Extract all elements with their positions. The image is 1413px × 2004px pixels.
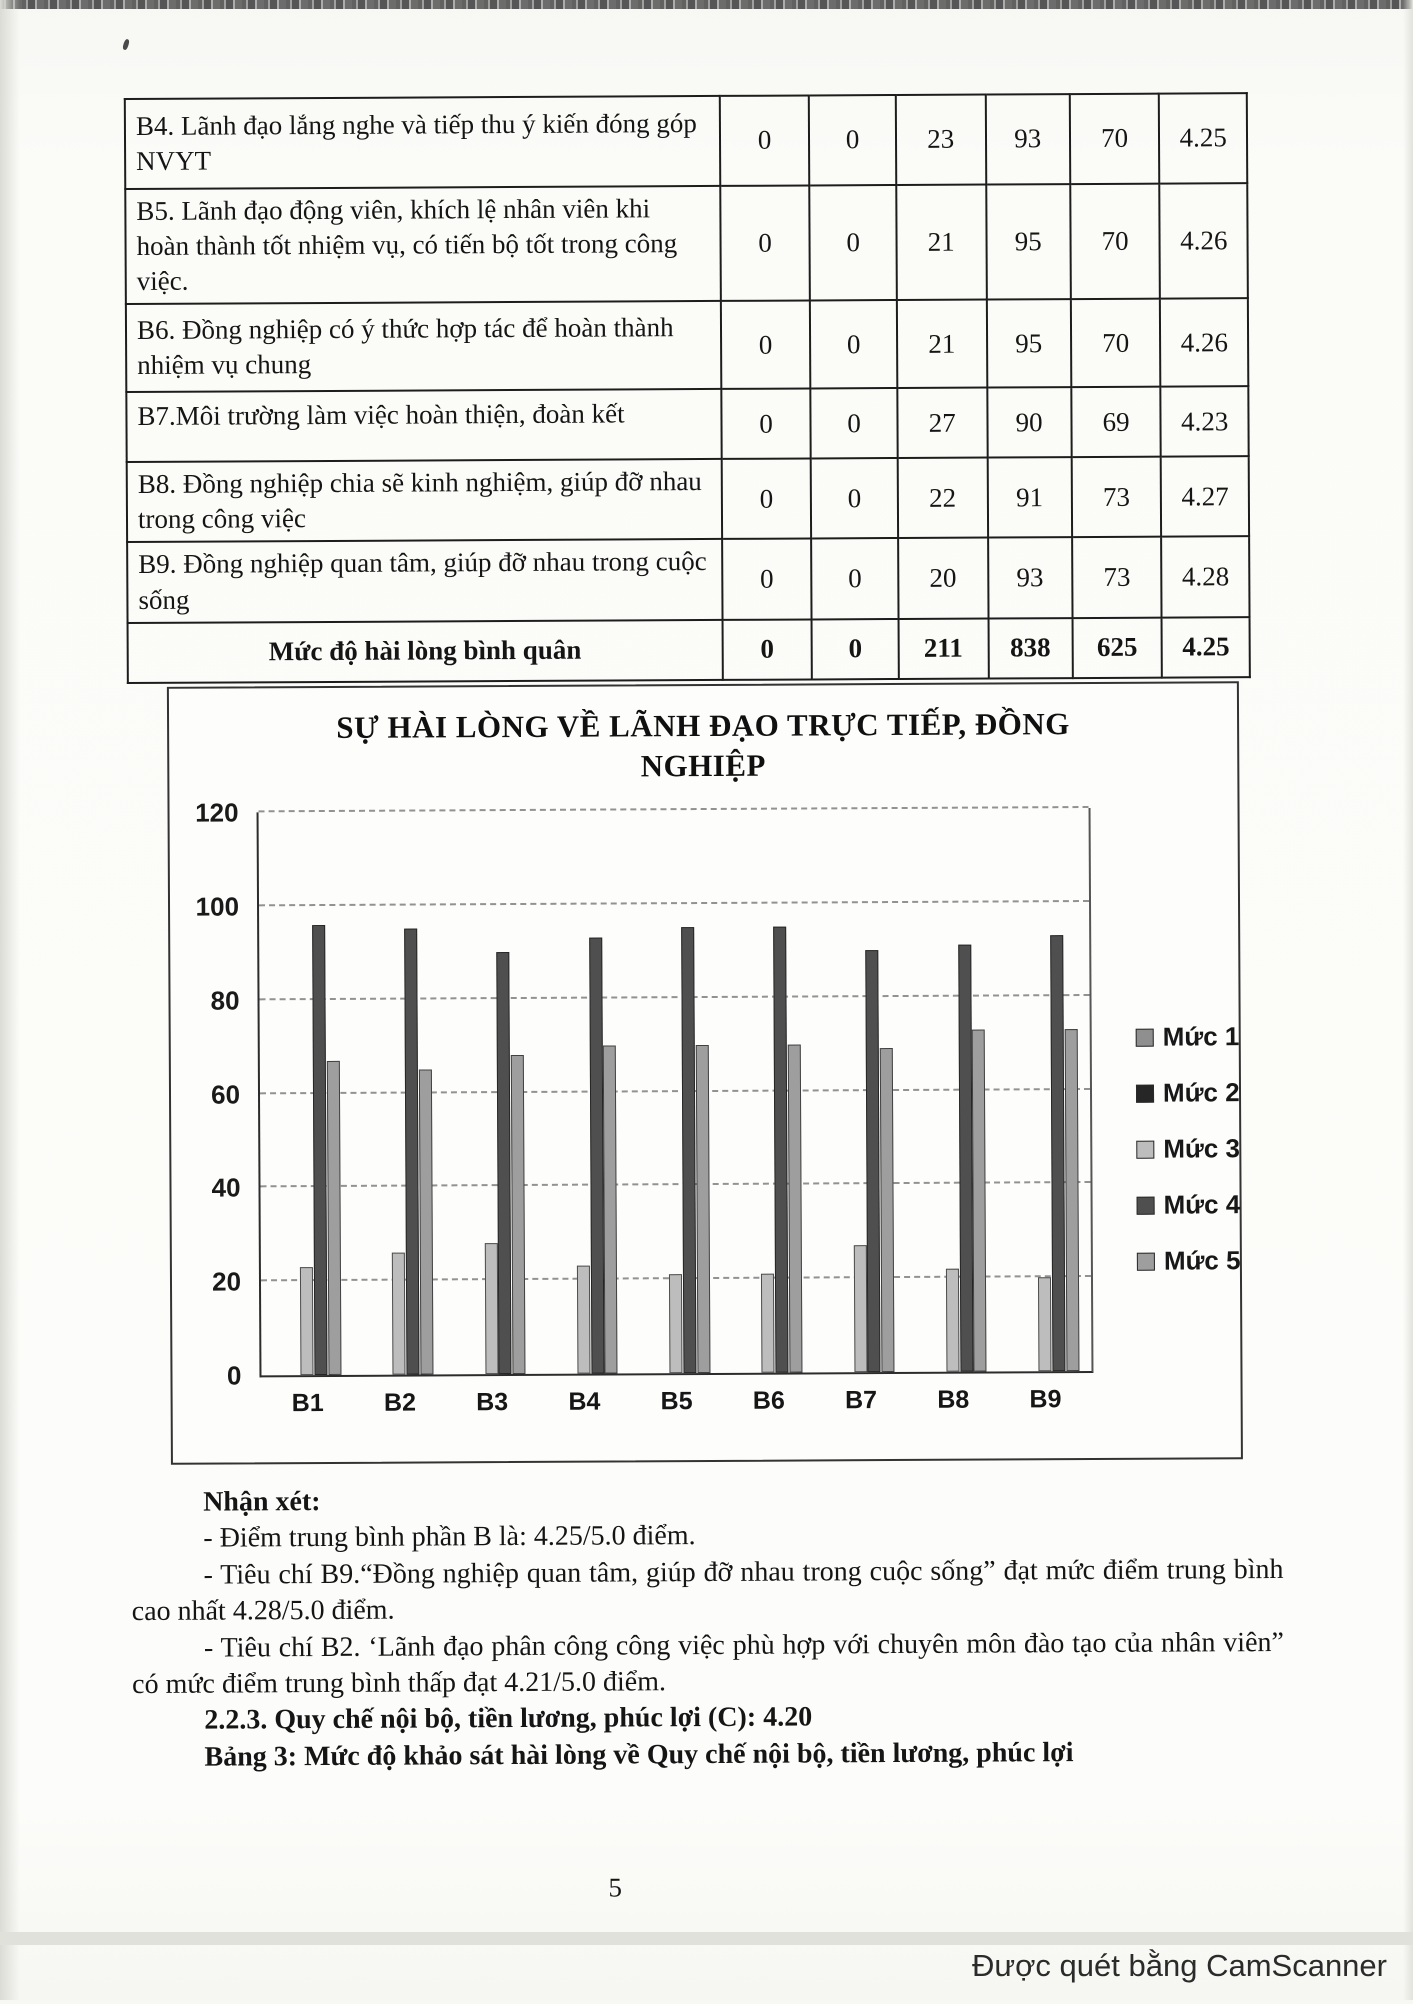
table-row [125,93,1247,189]
legend-label: Mức 1 [1162,1021,1240,1052]
legend-swatch-icon [1136,1084,1154,1102]
legend-item [1136,1023,1240,1051]
value-cell: 0 [721,301,811,389]
value-cell: 73 [1072,537,1162,618]
bar-B3-mức-3 [484,1243,498,1374]
value-cell: 4.26 [1160,183,1248,299]
y-axis-tick-label: 80 [210,985,240,1016]
bar-B3-mức-4 [497,952,512,1374]
value-cell: 4.23 [1161,386,1249,456]
bar-B6-mức-4 [773,927,788,1373]
legend-swatch-icon [1136,1140,1154,1158]
value-cell: 70 [1069,94,1159,184]
satisfaction-table [124,92,1251,684]
table-summary-row [128,617,1250,683]
bar-B5-mức-5 [695,1045,710,1373]
value-cell: 4.27 [1161,456,1249,537]
value-cell: 0 [811,458,898,539]
value-cell: 95 [986,184,1071,300]
y-axis-tick-label: 40 [211,1172,241,1203]
value-cell: 0 [722,539,812,620]
chart-title: SỰ HÀI LÒNG VỀ LÃNH ĐẠO TRỰC TIẾP, ĐỒNG NGHIỆP [336,706,1070,784]
value-cell: 0 [811,388,898,458]
legend-label: Mức 3 [1163,1133,1241,1164]
y-axis-tick-label: 100 [195,891,240,922]
value-cell: 21 [896,185,986,301]
y-axis-tick-label: 0 [226,1360,242,1391]
value-cell: 4.28 [1162,537,1250,618]
bar-B2-mức-4 [404,929,419,1375]
value-cell: 0 [812,619,899,679]
note-line: - Tiêu chí B2. ‘Lãnh đạo phân công công việc phù hợp với chuyên môn đào tạo của nhân viên” có mức điểm trung bình thấp đạt 4.21/5.0 điểm. [132,1626,1284,1700]
note-line: Bảng 3: Mức độ khảo sát hài lòng về Quy chế nội bộ, tiền lương, phúc lợi [204,1736,1074,1773]
criterion-cell: B7.Môi trường làm việc hoàn thiện, đoàn kết [126,389,721,462]
x-axis-category-label: B7 [845,1386,878,1415]
chart-plot-area [195,797,1094,1418]
bar-B9-mức-5 [1064,1029,1079,1372]
legend-item [1137,1247,1241,1275]
bar-B1-mức-4 [312,925,327,1375]
criterion-cell: Mức độ hài lòng bình quân [128,620,723,683]
value-cell: 0 [810,185,897,301]
note-line: - Điểm trung bình phần B là: 4.25/5.0 điểm. [203,1520,696,1555]
table-row [126,386,1248,462]
table-row [126,298,1248,392]
value-cell: 0 [812,538,899,619]
bar-B5-mức-3 [669,1275,683,1374]
value-cell: 95 [986,299,1071,387]
value-cell: 90 [987,387,1072,457]
gridline [259,806,1089,812]
note-line: 2.2.3. Quy chế nội bộ, tiền lương, phúc lợi (C): 4.20 [204,1701,813,1736]
bar-B9-mức-4 [1050,935,1065,1371]
value-cell: 0 [721,459,811,540]
table-row [127,456,1249,542]
gridline [259,900,1089,906]
value-cell: 20 [898,538,988,619]
value-cell: 23 [896,95,986,185]
criterion-cell: B4. Lãnh đạo lắng nghe và tiếp thu ý kiến đóng góp NVYT [125,96,720,189]
note-line: - Tiêu chí B9.“Đồng nghiệp quan tâm, giúp đỡ nhau trong cuộc sống” đạt mức điểm trung bình cao nhất 4.28/5.0 điểm. [131,1553,1284,1628]
legend-swatch-icon [1136,1028,1154,1046]
table-row [125,183,1248,304]
value-cell: 70 [1071,299,1161,387]
page-number: 5 [608,1872,622,1903]
value-cell: 211 [898,618,988,678]
bar-B8-mức-3 [946,1268,960,1371]
bar-B7-mức-5 [880,1048,895,1372]
value-cell: 69 [1071,387,1161,457]
value-cell: 27 [897,388,987,458]
table-row [127,537,1249,623]
legend-item [1137,1191,1241,1219]
value-cell: 625 [1072,617,1162,677]
x-axis-category-label: B5 [660,1387,693,1416]
value-cell: 91 [987,457,1072,538]
y-axis-tick-label: 120 [195,797,239,828]
x-axis-category-label: B1 [291,1389,324,1418]
scanner-footer-band [0,1932,1413,1945]
value-cell: 0 [721,389,811,459]
value-cell: 0 [719,95,809,185]
chart-legend [1136,1023,1241,1304]
value-cell: 4.26 [1160,298,1248,386]
value-cell: 4.25 [1159,93,1247,183]
bar-B7-mức-4 [866,950,881,1372]
bar-B6-mức-3 [761,1274,775,1373]
value-cell: 0 [809,95,896,185]
legend-label: Mức 5 [1163,1245,1241,1276]
value-cell: 93 [985,94,1070,184]
notes-heading: Nhận xét: [203,1486,321,1518]
x-axis-category-label: B8 [937,1385,970,1414]
value-cell: 73 [1071,457,1161,538]
bar-B7-mức-3 [853,1245,867,1372]
notes-section [131,1479,1285,1776]
value-cell: 4.25 [1162,617,1250,677]
value-cell: 21 [897,300,987,388]
bar-B6-mức-5 [788,1044,803,1372]
legend-item [1136,1135,1240,1163]
legend-swatch-icon [1137,1196,1155,1214]
criterion-cell: B6. Đồng nghiệp có ý thức hợp tác để hoàn thành nhiệm vụ chung [126,301,721,392]
bar-B9-mức-3 [1038,1277,1051,1371]
scan-speck-artifact [122,39,130,51]
value-cell: 0 [722,619,812,679]
value-cell: 93 [988,538,1073,619]
bar-B2-mức-3 [392,1253,406,1375]
criterion-cell: B8. Đồng nghiệp chia sẽ kinh nghiệm, giúp đỡ nhau trong công việc [127,459,722,542]
bar-B1-mức-5 [327,1061,342,1375]
value-cell: 70 [1070,184,1160,300]
bar-B1-mức-3 [300,1267,314,1375]
legend-label: Mức 2 [1162,1077,1240,1108]
bar-B4-mức-5 [603,1045,618,1373]
value-cell: 838 [988,618,1072,678]
x-axis-category-label: B6 [752,1386,785,1415]
bar-B8-mức-5 [972,1029,987,1372]
criterion-cell: B5. Lãnh đạo động viên, khích lệ nhân viên khi hoàn thành tốt nhiệm vụ, có tiến bộ tốt trong công việc. [125,186,720,304]
bar-B4-mức-4 [589,937,604,1373]
value-cell: 0 [720,185,810,301]
x-axis-category-label: B2 [383,1388,417,1417]
legend-label: Mức 4 [1163,1189,1241,1220]
y-axis-tick-label: 60 [211,1078,241,1110]
legend-swatch-icon [1137,1252,1155,1270]
bar-B5-mức-4 [681,927,696,1373]
satisfaction-chart [167,681,1243,1465]
x-axis-category-label: B9 [1029,1385,1062,1414]
bar-B4-mức-3 [577,1266,591,1374]
bar-B2-mức-5 [419,1069,434,1374]
x-axis-category-label: B3 [476,1388,509,1417]
bar-B3-mức-5 [511,1055,526,1374]
y-axis-tick-label: 20 [211,1266,242,1297]
value-cell: 0 [810,300,897,388]
value-cell: 22 [898,458,988,539]
criterion-cell: B9. Đồng nghiệp quan tâm, giúp đỡ nhau trong cuộc sống [127,539,722,622]
camscanner-note: Được quét bằng CamScanner [971,1948,1387,1983]
legend-item [1136,1079,1240,1107]
x-axis-category-label: B4 [568,1387,601,1416]
bar-B8-mức-4 [958,945,973,1372]
